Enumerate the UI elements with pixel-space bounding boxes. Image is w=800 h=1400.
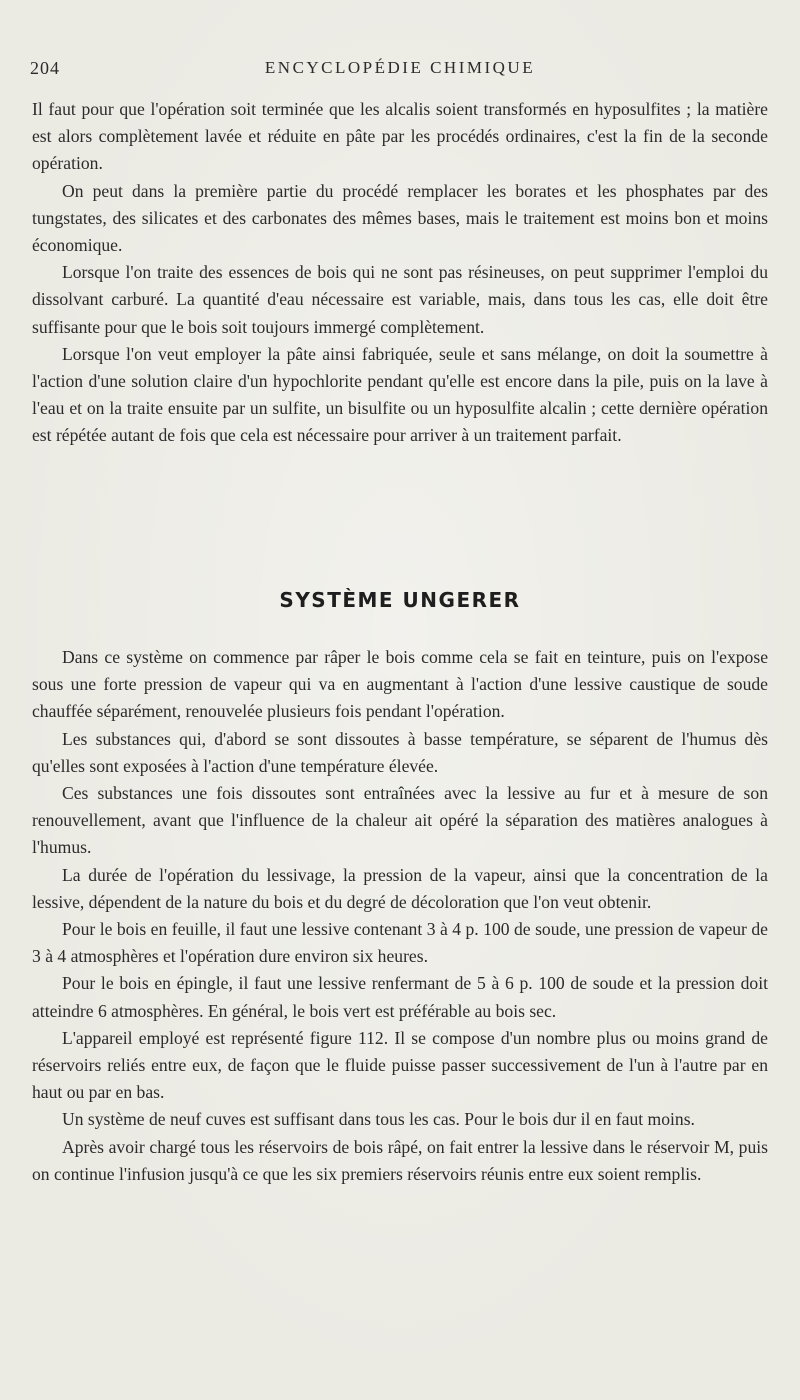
paragraph: Lorsque l'on traite des essences de bois qui ne sont pas résineuses, on peut supprimer l'emploi du dissolvant carburé. La quantité d'eau nécessaire est variable, mais, dans tous les cas, elle doit être suffisante pour que le bois soit toujours immergé complètement. — [32, 262, 768, 337]
paragraph: Il faut pour que l'opération soit terminée que les alcalis soient transformés en hyposulfites ; la matière est alors complètement lavée et réduite en pâte par les procédés ordinaires, c'est la fin de la seconde opération. — [32, 99, 768, 174]
section-title: SYSTÈME UNGERER — [279, 588, 521, 612]
paragraph: La durée de l'opération du lessivage, la pression de la vapeur, ainsi que la concentration de la lessive, dépendent de la nature du bois et du degré de décoloration que l'on veut obtenir. — [32, 864, 768, 912]
paragraph: Ces substances une fois dissoutes sont entraînées avec la lessive au fur et à mesure de son renouvellement, avant que l'influence de la chaleur ait opéré la séparation des matières analogues à l'humus. — [32, 783, 768, 858]
running-title: ENCYCLOPÉDIE CHIMIQUE — [264, 58, 536, 77]
paragraph: Pour le bois en épingle, il faut une lessive renfermant de 5 à 6 p. 100 de soude et la pression doit atteindre 6 atmosphères. En général, le bois vert est préférable au bois sec. — [32, 973, 768, 1021]
page-number: 204 — [30, 58, 60, 78]
paragraph: Lorsque l'on veut employer la pâte ainsi fabriquée, seule et sans mélange, on doit la soumettre à l'action d'une solution claire d'un hypochlorite pendant qu'elle est encore dans la pile, puis on la lave à l'eau et on la traite ensuite par un sulfite, un bisulfite ou un hyposulfite alcalin ; cette dernière opération est répétée autant de fois que cela est nécessaire pour arriver à un traitement parfait. — [32, 343, 768, 446]
paragraph: Les substances qui, d'abord se sont dissoutes à basse température, se séparent de l'humus dès qu'elles sont exposées à l'action d'une température élevée. — [32, 728, 768, 776]
paragraph: Après avoir chargé tous les réservoirs de bois râpé, on fait entrer la lessive dans le réservoir M, puis on continue l'infusion jusqu'à ce que les six premiers réservoirs réunis entre eux soient remplis. — [32, 1136, 768, 1184]
paragraph: Dans ce système on commence par râper le bois comme cela se fait en teinture, puis on l'expose sous une forte pression de vapeur qui va en augmentant à l'action d'une lessive caustique de soude chauffée séparément, renouvelée plusieurs fois pendant l'opération. — [32, 647, 768, 722]
paragraph: Pour le bois en feuille, il faut une lessive contenant 3 à 4 p. 100 de soude, une pression de vapeur de 3 à 4 atmosphères et l'opération dure environ six heures. — [32, 919, 768, 967]
page-header — [30, 58, 770, 84]
section-2-text — [32, 644, 768, 1188]
paragraph: Un système de neuf cuves est suffisant dans tous les cas. Pour le bois dur il en faut moins. — [62, 1109, 695, 1130]
section-1-text — [32, 96, 768, 450]
paragraph: On peut dans la première partie du procédé remplacer les borates et les phosphates par des tungstates, des silicates et des carbonates des mêmes bases, mais le traitement est moins bon et moins économique. — [32, 180, 768, 256]
paragraph: L'appareil employé est représenté figure 112. Il se compose d'un nombre plus ou moins grand de réservoirs reliés entre eux, de façon que le fluide puisse passer successivement de l'un à l'autre par en haut ou par en bas. — [32, 1027, 768, 1103]
